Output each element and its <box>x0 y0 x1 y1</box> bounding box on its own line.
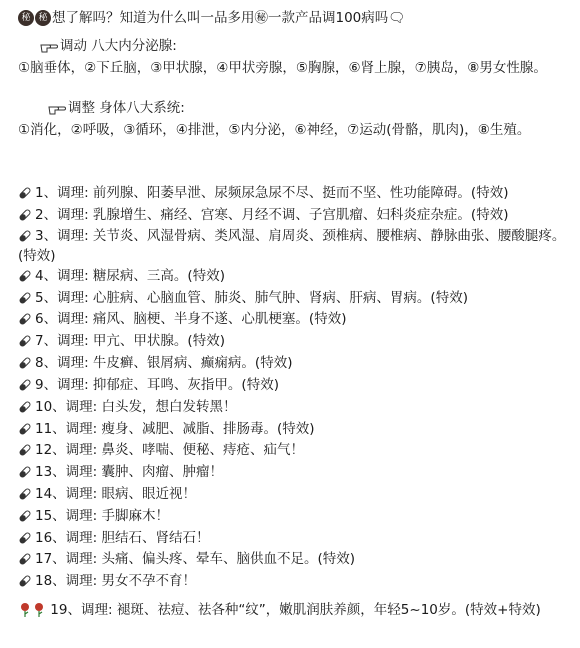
list-item-text: 16、调理: 胆结石、肾结石！ <box>35 530 210 546</box>
list-item-text: 4、调理: 糖尿病、三高。(特效) <box>35 268 225 284</box>
pill-icon <box>18 186 32 200</box>
list-item-text: 11、调理: 瘦身、减肥、减脂、排肠毒。(特效) <box>35 421 315 437</box>
item-19-text: 19、调理: 褪斑、祛痘、祛各种“纹”，嫩肌润肤养颜，年轻5~10岁。(特效+特效) <box>50 602 541 618</box>
list-item-text: 3、调理: 关节炎、风湿骨病、类风湿、肩周炎、颈椎病、腰椎病、静脉曲张、腰酸腿疼。(特效) <box>18 228 566 264</box>
list-item-text: 17、调理: 头痛、偏头疼、晕车、脑供血不足。(特效) <box>35 551 356 567</box>
pill-icon <box>18 574 32 588</box>
pill-icon <box>18 229 32 243</box>
list-item <box>18 288 572 308</box>
list-item <box>18 419 572 439</box>
list-item-text: 9、调理: 抑郁症、耳鸣、灰指甲。(特效) <box>35 377 279 393</box>
section2-body: ①消化，②呼吸，③循环，④排泄，⑤内分泌，⑥神经，⑦运动(骨骼，肌肉)，⑧生殖。 <box>18 122 531 138</box>
list-item-text: 14、调理: 眼病、眼近视！ <box>35 486 197 502</box>
section2-title-line <box>48 98 572 118</box>
list-item <box>18 331 572 351</box>
list-item-text: 10、调理: 白头发，想白发转黑！ <box>35 399 237 415</box>
pointing-hand-icon <box>48 101 66 115</box>
list-item-text: 18、调理: 男女不孕不育！ <box>35 573 197 589</box>
secret-badge-icon: 秘 <box>18 10 34 26</box>
list-item <box>18 549 572 569</box>
list-item <box>18 205 572 225</box>
list-item <box>18 484 572 504</box>
list-item-text: 5、调理: 心脏病、心脑血管、肺炎、肺气肿、肾病、肝病、胃病。(特效) <box>35 290 468 306</box>
pill-icon <box>18 312 32 326</box>
pill-icon <box>18 443 32 457</box>
pill-icon <box>18 400 32 414</box>
section1-body: ①脑垂体，②下丘脑，③甲状腺，④甲状旁腺，⑤胸腺，⑥肾上腺，⑦胰岛，⑧男女性腺。 <box>18 60 547 76</box>
list-item <box>18 571 572 591</box>
pill-icon <box>18 334 32 348</box>
list-item-text: 15、调理: 手脚麻木！ <box>35 508 170 524</box>
pill-icon <box>18 531 32 545</box>
section1-title: 调动 八大内分泌腺: <box>60 38 177 54</box>
list-item-text: 7、调理: 甲亢、甲状腺。(特效) <box>35 333 225 349</box>
pill-icon <box>18 291 32 305</box>
list-item <box>18 375 572 395</box>
list-item <box>18 226 572 266</box>
pill-icon <box>18 509 32 523</box>
rose-icon <box>32 602 46 618</box>
pill-icon <box>18 422 32 436</box>
header-text: 想了解吗？知道为什么叫一品多用㊙一款产品调100病吗 <box>52 10 389 26</box>
list-item-text: 12、调理: 鼻炎、哮喘、便秘、痔疮、疝气！ <box>35 442 305 458</box>
list-item <box>18 462 572 482</box>
list-item <box>18 266 572 286</box>
pill-icon <box>18 487 32 501</box>
rose-icon <box>18 602 32 618</box>
pill-icon <box>18 208 32 222</box>
item-19 <box>18 600 572 620</box>
pill-icon <box>18 465 32 479</box>
pill-icon <box>18 269 32 283</box>
section2-title: 调整 身体八大系统: <box>68 100 185 116</box>
list-item <box>18 397 572 417</box>
list-item-text: 6、调理: 痛风、脑梗、半身不遂、心肌梗塞。(特效) <box>35 311 347 327</box>
list-item <box>18 528 572 548</box>
pointing-hand-icon <box>40 39 58 53</box>
pill-icon <box>18 356 32 370</box>
pill-icon <box>18 378 32 392</box>
section1-title-line <box>40 36 572 56</box>
list-item <box>18 440 572 460</box>
list-item <box>18 353 572 373</box>
list-item <box>18 506 572 526</box>
list-item <box>18 183 572 203</box>
secret-badge-icon: 秘 <box>35 10 51 26</box>
pill-icon <box>18 552 32 566</box>
list-item-text: 8、调理: 牛皮癣、银屑病、癫痫病。(特效) <box>35 355 293 371</box>
header-line <box>18 8 572 28</box>
list-item <box>18 309 572 329</box>
list-item-text: 2、调理: 乳腺增生、痛经、宫寒、月经不调、子宫肌瘤、妇科炎症杂症。(特效) <box>35 207 509 223</box>
list-item-text: 1、调理: 前列腺、阳萎早泄、尿频尿急尿不尽、挺而不坚、性功能障碍。(特效) <box>35 185 509 201</box>
list-item-text: 13、调理: 囊肿、肉瘤、肿瘤！ <box>35 464 224 480</box>
thought-bubble-icon: 🗨 <box>388 10 406 26</box>
